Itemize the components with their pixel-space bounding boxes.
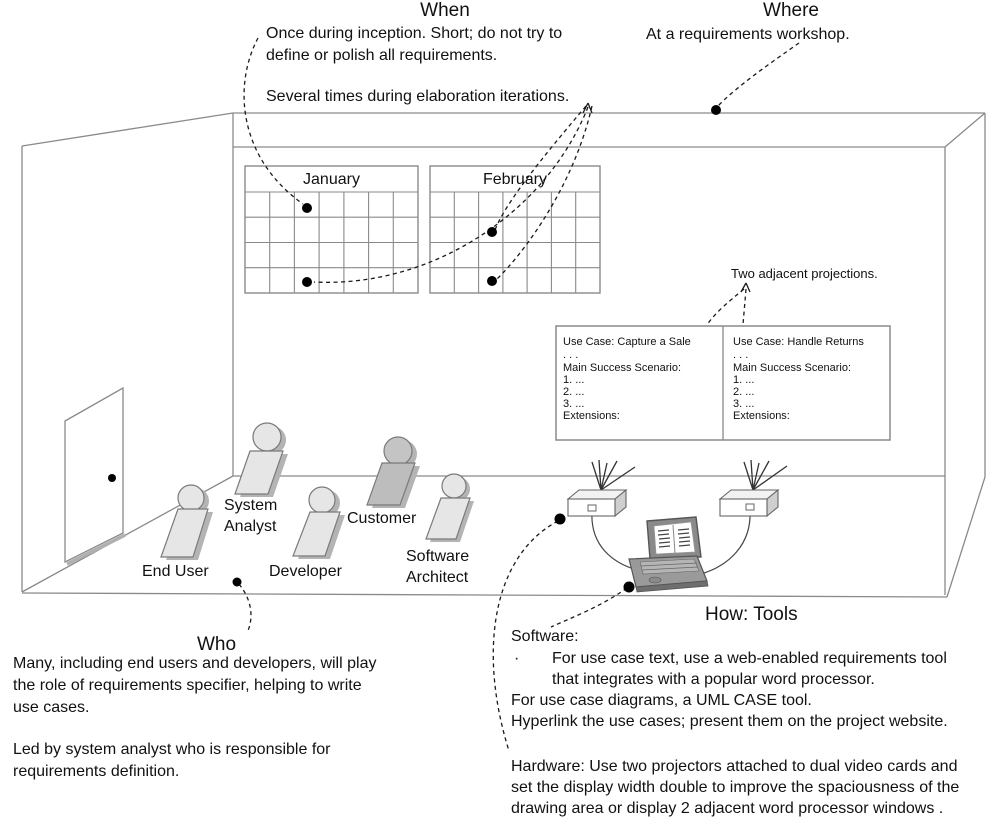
software-line-4: Hyperlink the use cases; present them on the project website. — [511, 713, 948, 730]
usecase-left-line: 3. ... — [563, 398, 585, 410]
usecase-left-line: 1. ... — [563, 374, 585, 386]
person-software-architect — [426, 474, 474, 542]
label-software-architect: Software Architect — [406, 548, 470, 586]
usecase-right-line: . . . — [733, 349, 749, 361]
usecase-right-line: Main Success Scenario: — [733, 362, 851, 374]
usecase-right-line: 2. ... — [733, 386, 755, 398]
who-curve — [239, 584, 251, 633]
who-line-4: Led by system analyst who is responsible for — [13, 741, 331, 758]
who-line-2: the role of requirements specifier, helping to write — [13, 677, 362, 694]
where-curve — [717, 43, 799, 107]
hardware-line-1: Hardware: Use two projectors attached to dual video cards and — [511, 758, 958, 775]
when-line-1: Once during inception. Short; do not try to — [266, 25, 563, 42]
usecase-right-line: Use Case: Handle Returns — [733, 336, 864, 348]
label-end-user: End User — [142, 563, 209, 580]
software-dot — [624, 582, 635, 593]
hardware-line-2: set the display width double to improve the spaciousness of the — [511, 779, 960, 796]
person-system-analyst — [235, 423, 288, 497]
cable-right — [701, 510, 750, 574]
where-line: At a requirements workshop. — [646, 26, 850, 43]
bullet: · — [514, 650, 520, 667]
lens — [588, 505, 596, 511]
hardware-line-3: drawing area or display 2 adjacent word processor windows . — [511, 800, 944, 817]
calendar-month-january: January — [303, 171, 360, 188]
door — [65, 388, 125, 564]
projector-left — [568, 460, 635, 516]
usecase-left-line: Extensions: — [563, 410, 620, 422]
label-system-analyst: System Analyst — [224, 497, 278, 535]
software-line-1: For use case text, use a web-enabled requirements tool — [552, 650, 947, 667]
where-title: Where — [763, 0, 819, 21]
who-dot — [233, 578, 242, 587]
who-line-5: requirements definition. — [13, 763, 180, 780]
door-knob-dot — [108, 474, 116, 482]
projections-caption: Two adjacent projections. — [731, 266, 878, 281]
where-dot — [711, 105, 721, 115]
calendar-dot — [302, 203, 312, 213]
calendar-month-february: February — [482, 171, 548, 188]
usecase-left-line: . . . — [563, 349, 579, 361]
hardware-dot — [555, 514, 566, 525]
who-title: Who — [197, 634, 237, 655]
when-line-2: define or polish all requirements. — [266, 47, 498, 64]
label-developer: Developer — [269, 563, 342, 580]
when-title: When — [420, 0, 470, 21]
calendar-dot — [487, 227, 497, 237]
calendar-dot — [302, 277, 312, 287]
who-line-3: use cases. — [13, 699, 90, 716]
projector-right — [720, 460, 787, 516]
label-customer: Customer — [347, 510, 417, 527]
light-rays — [592, 460, 635, 490]
usecase-left-line: Main Success Scenario: — [563, 362, 681, 374]
software-curve — [551, 588, 627, 627]
light-rays — [744, 460, 787, 490]
usecase-right-line: 3. ... — [733, 398, 755, 410]
projections-curves — [707, 289, 746, 325]
software-line-2: that integrates with a popular word processor. — [552, 671, 875, 688]
usecase-left-line: Use Case: Capture a Sale — [563, 336, 691, 348]
lens — [746, 504, 754, 510]
person-developer — [293, 487, 345, 559]
how-title: How: Tools — [705, 604, 798, 625]
usecase-left-line: 2. ... — [563, 386, 585, 398]
usecase-right-line: 1. ... — [733, 374, 755, 386]
person-customer — [367, 437, 420, 508]
software-heading: Software: — [511, 628, 579, 645]
when-line-3: Several times during elaboration iterations. — [266, 88, 570, 105]
keyboard — [640, 559, 699, 574]
person-end-user — [161, 485, 213, 560]
software-line-3: For use case diagrams, a UML CASE tool. — [511, 692, 812, 709]
usecase-right-line: Extensions: — [733, 410, 790, 422]
trackpad — [649, 577, 661, 583]
laptop — [629, 517, 708, 592]
calendar-dot — [487, 276, 497, 286]
who-line-1: Many, including end users and developers, will play — [13, 655, 377, 672]
